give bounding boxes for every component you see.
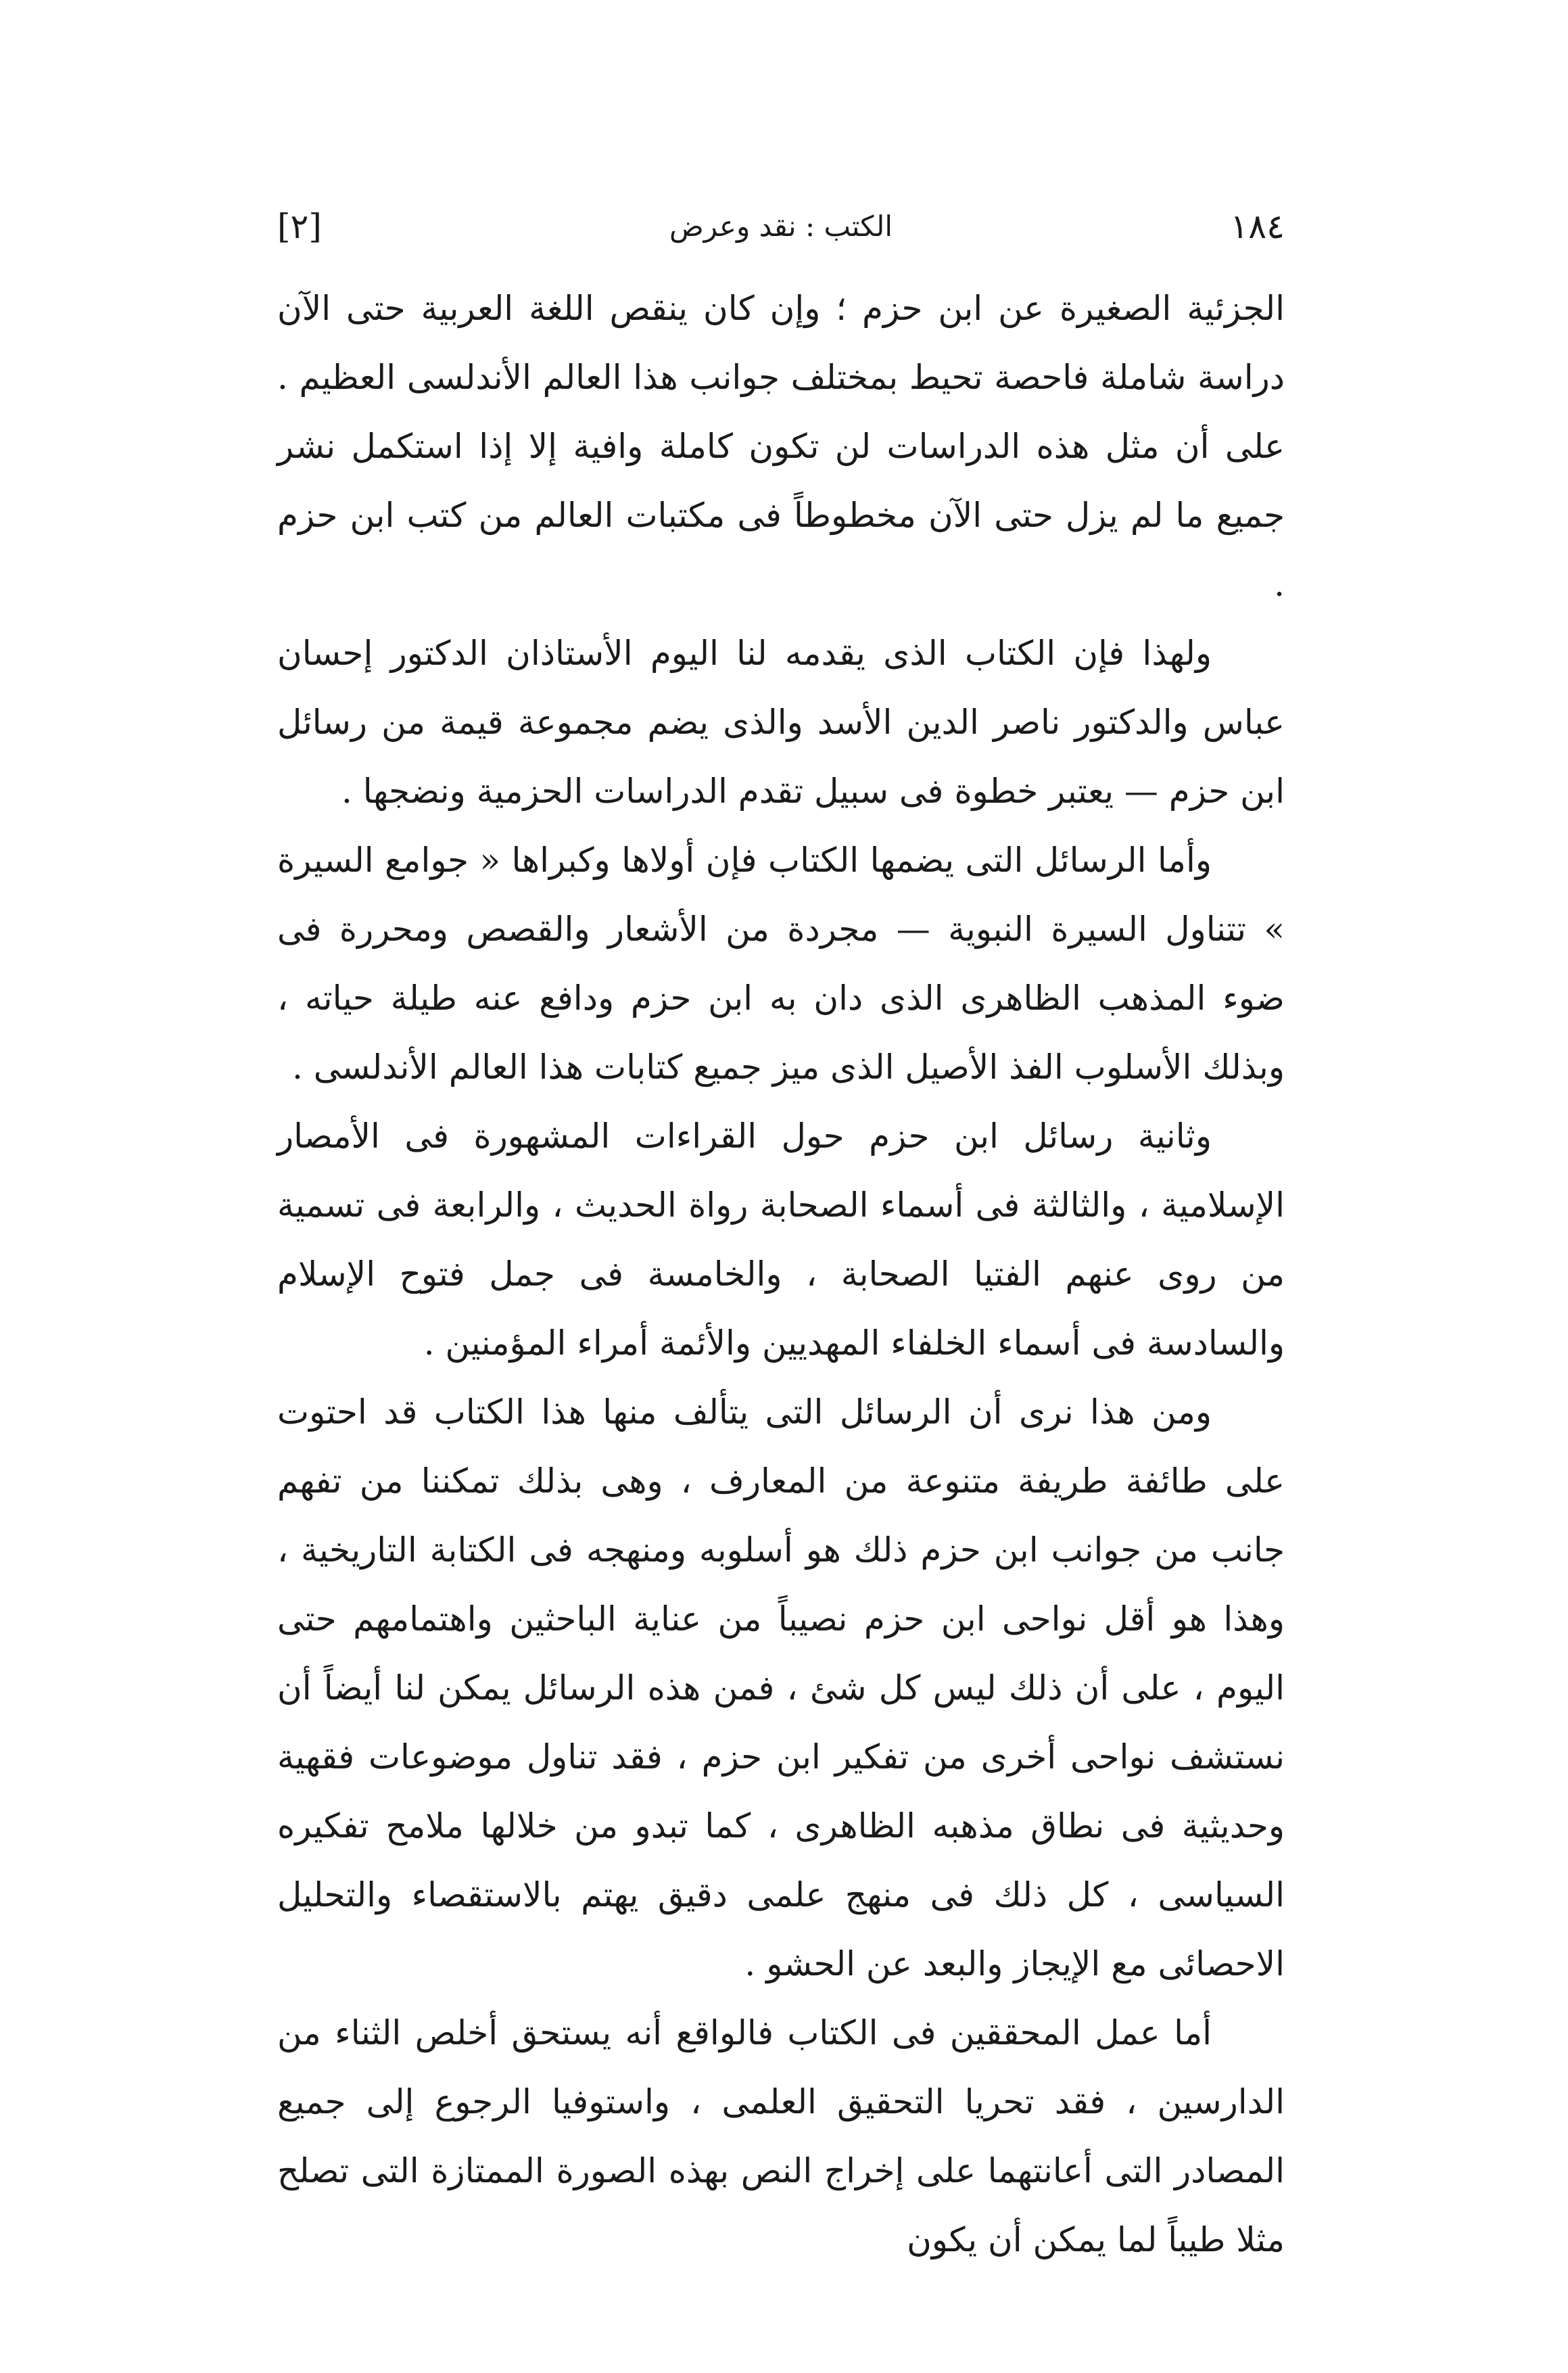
page-number: ١٨٤ [1230,207,1285,246]
paragraph-1: الجزئية الصغيرة عن ابن حزم ؛ وإن كان ينقص اللغة العربية حتى الآن دراسة شاملة فاحصة تحيط بمختلف جوانب هذا العالم الأندلسى العظيم . على أن مثل هذه الدراسات لن تكون كاملة وافية إلا إذا استكمل نشر جميع ما لم يزل حتى الآن مخطوطاً فى مكتبات العالم من كتب ابن حزم . [277,289,1285,604]
paragraph-4: وثانية رسائل ابن حزم حول القراءات المشهورة فى الأمصار الإسلامية ، والثالثة فى أسماء الصحابة رواة الحديث ، والرابعة فى تسمية من روى عنهم الفتيا الصحابة ، والخامسة فى جمل فتوح الإسلام والسادسة فى أسماء الخلفاء المهديين والأئمة أمراء المؤمنين . [277,1117,1285,1363]
body-text [277,274,1285,2274]
paragraph-6: أما عمل المحققين فى الكتاب فالواقع أنه يستحق أخلص الثناء من الدارسين ، فقد تحريا التحقيق العلمى ، واستوفيا الرجوع إلى جميع المصادر التى أعانتهما على إخراج النص بهذه الصورة الممتازة التى تصلح مثلا طيباً لما يمكن أن يكون [277,2013,1285,2259]
paragraph-5: ومن هذا نرى أن الرسائل التى يتألف منها هذا الكتاب قد احتوت على طائفة طريفة متنوعة من المعارف ، وهى بذلك تمكننا من تفهم جانب من جوانب ابن حزم ذلك هو أسلوبه ومنهجه فى الكتابة التاريخية ، وهذا هو أقل نواحى ابن حزم نصيباً من عناية الباحثين واهتمامهم حتى اليوم ، على أن ذلك ليس كل شئ ، فمن هذه الرسائل يمكن لنا أيضاً أن نستشف نواحى أخرى من تفكير ابن حزم ، فقد تناول موضوعات فقهية وحديثية فى نطاق مذهبه الظاهرى ، كما تبدو من خلالها ملامح تفكيره السياسى ، كل ذلك فى منهج علمى دقيق يهتم بالاستقصاء والتحليل الاحصائى مع الإيجاز والبعد عن الحشو . [277,1392,1285,1983]
running-title: الكتب : نقد وعرض [669,210,893,243]
paragraph-2: ولهذا فإن الكتاب الذى يقدمه لنا اليوم الأستاذان الدكتور إحسان عباس والدكتور ناصر الدين الأسد والذى يضم مجموعة قيمة من رسائل ابن حزم — يعتبر خطوة فى سبيل تقدم الدراسات الحزمية ونضجها . [277,634,1285,811]
paragraph-3: وأما الرسائل التى يضمها الكتاب فإن أولاها وكبراها « جوامع السيرة » تتناول السيرة النبوية — مجردة من الأشعار والقصص ومحررة فى ضوء المذهب الظاهرى الذى دان به ابن حزم ودافع عنه طيلة حياته ، وبذلك الأسلوب الفذ الأصيل الذى ميز جميع كتابات هذا العالم الأندلسى . [277,841,1285,1087]
page-header [277,196,1285,257]
section-mark: [٢] [277,207,322,246]
